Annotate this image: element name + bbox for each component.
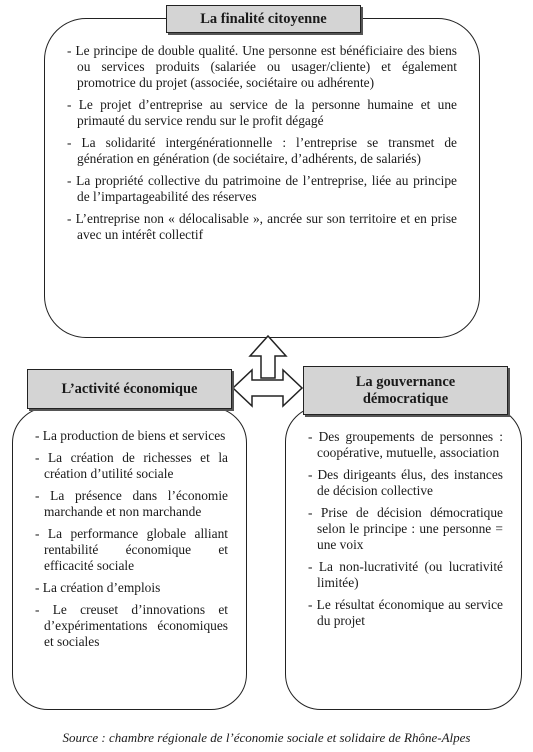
list-item: - Prise de décision démocratique selon le principe : une personne = une voix <box>308 505 503 552</box>
list-item: - La solidarité intergénérationnelle : l’entreprise se transmet de génération en génération (de sociétaire, d’adhérents, de salariés) <box>67 135 457 166</box>
list-item: - Le principe de double qualité. Une personne est bénéficiaire des biens ou services produits (salariée ou usager/cliente) et également promotrice du projet (associée, sociétaire ou adhérente) <box>67 43 457 90</box>
list-item: - Des dirigeants élus, des instances de décision collective <box>308 467 503 498</box>
list-item: - L’entreprise non « délocalisable », ancrée sur son territoire et en prise avec un intérêt collectif <box>67 211 457 242</box>
list-item: - La production de biens et services <box>35 428 226 443</box>
list-item: - La non-lucrativité (ou lucrativité limitée) <box>308 559 503 590</box>
up-arrow-icon <box>250 336 286 378</box>
title-activite-economique: L’activité économique <box>27 369 232 409</box>
list-item: - La performance globale alliant rentabilité économique et efficacité sociale <box>35 526 228 573</box>
list-item: - Des groupements de personnes : coopérative, mutuelle, association <box>308 429 503 460</box>
source-caption: Source : chambre régionale de l’économie sociale et solidaire de Rhône-Alpes <box>62 730 471 745</box>
list-item: - La création de richesses et la création d’utilité sociale <box>35 450 228 481</box>
list-item: - Le résultat économique au service du projet <box>308 597 503 628</box>
list-item: - La création d’emplois <box>35 580 161 595</box>
list-item: - Le creuset d’innovations et d’expérimentations économiques et sociales <box>35 602 228 649</box>
title-finalite-citoyenne: La finalité citoyenne <box>166 5 361 33</box>
list-item: - La propriété collective du patrimoine de l’entreprise, liée au principe de l’impartageabilité des réserves <box>67 173 457 204</box>
list-item: - Le projet d’entreprise au service de la personne humaine et une primauté du service rendu sur le profit dégagé <box>67 97 457 128</box>
list-item: - La présence dans l’économie marchande et non marchande <box>35 488 228 519</box>
title-gouvernance-democratique: La gouvernance démocratique <box>303 366 508 415</box>
